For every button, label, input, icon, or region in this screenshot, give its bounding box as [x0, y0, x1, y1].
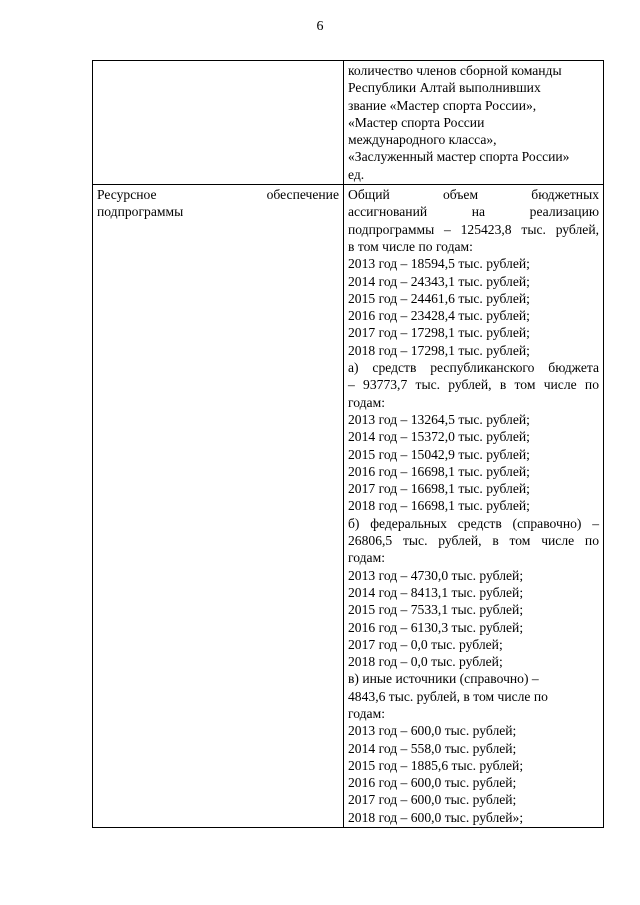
- funding-text-line: 2018 год – 16698,1 тыс. рублей;: [348, 498, 530, 514]
- funding-text-line: 2013 год – 4730,0 тыс. рублей;: [348, 567, 524, 583]
- row1-label-cell: [93, 61, 344, 185]
- indicator-text-line: ед.: [348, 166, 365, 182]
- row2-label-cell: [93, 185, 344, 828]
- indicator-text-line: количество членов сборной команды: [348, 63, 562, 78]
- funding-text-line: 4843,6 тыс. рублей, в том числе по: [348, 688, 548, 704]
- indicator-text-line: Республики Алтай выполнивших: [348, 80, 541, 96]
- funding-text-line: 2018 год – 0,0 тыс. рублей;: [348, 654, 503, 670]
- funding-text-line: 2015 год – 15042,9 тыс. рублей;: [348, 446, 530, 462]
- funding-text-line: 2017 год – 0,0 тыс. рублей;: [348, 636, 503, 652]
- funding-text-line: 2018 год – 17298,1 тыс. рублей;: [348, 342, 530, 358]
- funding-text-line: 2013 год – 600,0 тыс. рублей;: [348, 723, 517, 739]
- indicator-text-line: международного класса»,: [348, 132, 497, 148]
- row1-value-cell: [344, 61, 604, 185]
- passport-table: [92, 60, 604, 828]
- funding-text-line: 2017 год – 16698,1 тыс. рублей;: [348, 481, 530, 497]
- funding-text-line: 2017 год – 17298,1 тыс. рублей;: [348, 325, 530, 341]
- funding-text-line: в том числе по годам:: [348, 238, 473, 254]
- funding-text-line: 2014 год – 8413,1 тыс. рублей;: [348, 584, 524, 600]
- funding-text-line: Общий объем бюджетных: [348, 187, 599, 203]
- funding-text-line: 2016 год – 600,0 тыс. рублей;: [348, 775, 517, 791]
- funding-text-line: – 93773,7 тыс. рублей, в том числе по: [348, 377, 599, 393]
- funding-text-line: 2014 год – 558,0 тыс. рублей;: [348, 740, 517, 756]
- funding-text-line: 2016 год – 16698,1 тыс. рублей;: [348, 463, 530, 479]
- funding-text-line: 2013 год – 13264,5 тыс. рублей;: [348, 411, 530, 427]
- funding-text-line: в) иные источники (справочно) –: [348, 671, 539, 687]
- funding-text-line: 2014 год – 24343,1 тыс. рублей;: [348, 273, 530, 289]
- table-row-indicators: [93, 61, 604, 185]
- funding-text-line: а) средств республиканского бюджета: [348, 360, 599, 376]
- funding-text-line: 2013 год – 18594,5 тыс. рублей;: [348, 256, 530, 272]
- funding-text-line: 2015 год – 1885,6 тыс. рублей;: [348, 757, 524, 773]
- funding-text-line: 2015 год – 24461,6 тыс. рублей;: [348, 290, 530, 306]
- funding-text-line: годам:: [348, 550, 385, 566]
- funding-text-line: годам:: [348, 394, 385, 410]
- funding-text-line: подпрограммы – 125423,8 тыс. рублей,: [348, 221, 599, 237]
- row2-value-cell: [344, 185, 604, 828]
- table-row-resources: [93, 185, 604, 828]
- indicator-text-line: «Мастер спорта России: [348, 114, 485, 130]
- funding-text-line: 2018 год – 600,0 тыс. рублей»;: [348, 809, 524, 825]
- funding-text-line: б) федеральных средств (справочно) –: [348, 515, 599, 531]
- indicator-text-line: звание «Мастер спорта России»,: [348, 97, 537, 113]
- funding-text-line: 2016 год – 23428,4 тыс. рублей;: [348, 308, 530, 324]
- funding-text-line: ассигнований на реализацию: [348, 204, 599, 220]
- funding-text-line: 2016 год – 6130,3 тыс. рублей;: [348, 619, 524, 635]
- funding-text-line: 2017 год – 600,0 тыс. рублей;: [348, 792, 517, 808]
- page-number: 6: [316, 19, 324, 34]
- funding-text-line: 2015 год – 7533,1 тыс. рублей;: [348, 602, 524, 618]
- resource-label: [97, 186, 339, 221]
- funding-text-line: 26806,5 тыс. рублей, в том числе по: [348, 533, 599, 549]
- resource-label-line1: Ресурсное обеспечение: [97, 187, 339, 203]
- resource-label-line2: подпрограммы: [97, 204, 184, 220]
- funding-text-line: годам:: [348, 705, 385, 721]
- indicator-text-line: «Заслуженный мастер спорта России»: [348, 149, 570, 165]
- funding-text-line: 2014 год – 15372,0 тыс. рублей;: [348, 429, 530, 445]
